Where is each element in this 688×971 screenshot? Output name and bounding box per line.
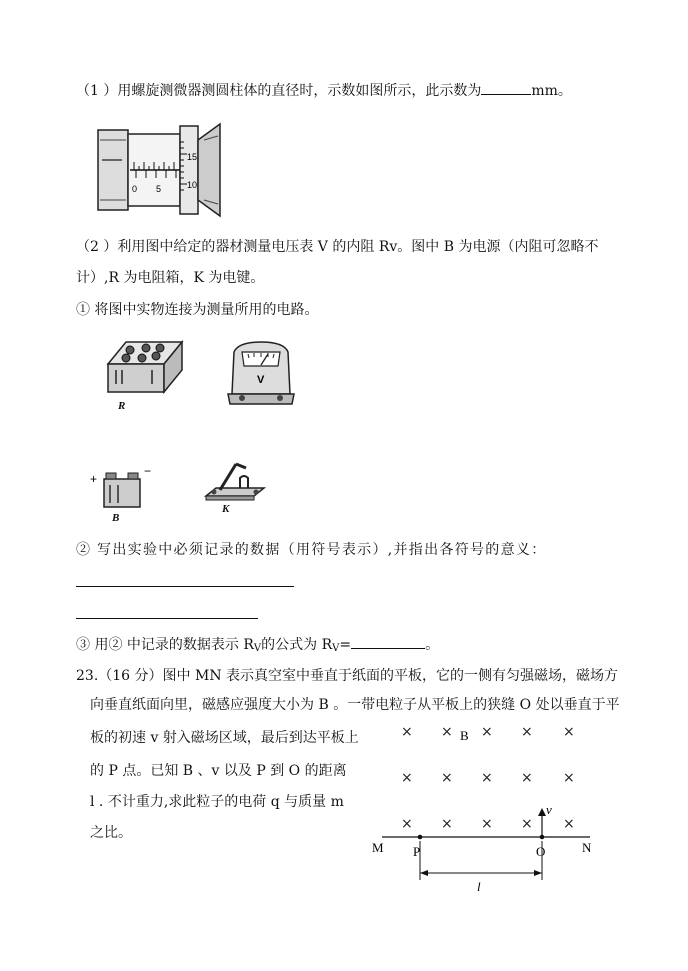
magnetic-field-diagram	[368, 716, 608, 896]
answer-line-2[interactable]	[76, 618, 258, 619]
answer-line-1[interactable]	[76, 586, 294, 587]
field-cross: ×	[441, 770, 453, 786]
field-cross: ×	[563, 724, 575, 740]
field-label-b: B	[460, 728, 469, 743]
q23-line2: 向垂直纸面向里，磁感应强度大小为 B 。一带电粒子从平板上的狭缝 O 处以垂直于平	[90, 697, 620, 713]
micrometer-figure	[96, 120, 222, 220]
scale-num-10: 10	[187, 180, 198, 190]
q1-stem: （1 ）用螺旋测微器测圆柱体的直径时，示数如图所示，此示数为	[76, 83, 482, 99]
field-cross: ×	[401, 816, 413, 832]
field-cross: ×	[401, 770, 413, 786]
q2-step2: ② 写出实验中必须记录的数据（用符号表示）,并指出各符号的意义：	[76, 542, 547, 558]
q2-step3-pre: ③ 用② 中记录的数据表示 R	[76, 637, 254, 653]
q2-step3	[76, 634, 439, 659]
caption-k: K	[222, 503, 230, 515]
switch-figure	[202, 460, 268, 504]
q23-line1: 23.（16 分）图中 MN 表示真空室中垂直于纸面的平板，它的一侧有匀强磁场，磁场方	[76, 668, 619, 684]
field-cross: ×	[563, 770, 575, 786]
q2-step3-sub2: V	[332, 643, 340, 654]
q2-step1: ① 将图中实物连接为测量所用的电路。	[76, 302, 319, 318]
label-v: v	[546, 802, 552, 817]
scale-num-0: 0	[132, 184, 138, 194]
field-cross: ×	[521, 816, 533, 832]
q2-step3-mid: 的公式为 R	[261, 637, 333, 653]
q2-step3-eq: =	[339, 637, 352, 653]
svg-text:−: −	[144, 465, 152, 478]
q1-answer-blank[interactable]	[481, 80, 531, 95]
scale-num-5: 5	[156, 184, 162, 194]
q23-line3: 板的初速 v 射入磁场区域，最后到达平板上	[90, 730, 359, 746]
q23-line5: l . 不计重力,求此粒子的电荷 q 与质量 m	[90, 794, 344, 810]
q2-formula-blank[interactable]	[351, 634, 425, 649]
label-n: N	[582, 840, 592, 855]
scale-num-15: 15	[187, 152, 198, 162]
q23-line6: 之比。	[90, 825, 132, 841]
q23-line4: 的 P 点。已知 B 、v 以及 P 到 O 的距离	[90, 763, 347, 779]
field-cross: ×	[481, 816, 493, 832]
resistance-box-figure	[102, 336, 184, 412]
caption-b: B	[112, 512, 120, 524]
label-l: l	[477, 879, 481, 894]
caption-r: R	[118, 400, 126, 412]
battery-figure	[88, 465, 160, 513]
label-o: O	[536, 844, 546, 859]
voltmeter-label: V	[257, 374, 265, 386]
point-p	[418, 835, 423, 840]
q2-step3-sub: V	[253, 643, 262, 654]
field-cross: ×	[441, 724, 453, 740]
q1-unit: mm。	[531, 83, 572, 99]
field-cross: ×	[521, 724, 533, 740]
q1-text	[76, 80, 572, 101]
field-cross: ×	[401, 724, 413, 740]
field-cross: ×	[481, 770, 493, 786]
q2-step3-end: 。	[425, 637, 440, 653]
field-cross: ×	[441, 816, 453, 832]
q2-line2: 计）,R 为电阻箱，K 为电键。	[76, 270, 265, 286]
field-cross: ×	[481, 724, 493, 740]
svg-text:+: +	[90, 472, 98, 486]
label-p: P	[413, 844, 421, 859]
q2-line1: （2 ）利用图中给定的器材测量电压表 V 的内阻 Rv。图中 B 为电源（内阻可忽略不	[76, 239, 599, 255]
label-m: M	[372, 840, 384, 855]
voltmeter-figure	[226, 338, 296, 410]
field-cross: ×	[521, 770, 533, 786]
field-cross: ×	[563, 816, 575, 832]
